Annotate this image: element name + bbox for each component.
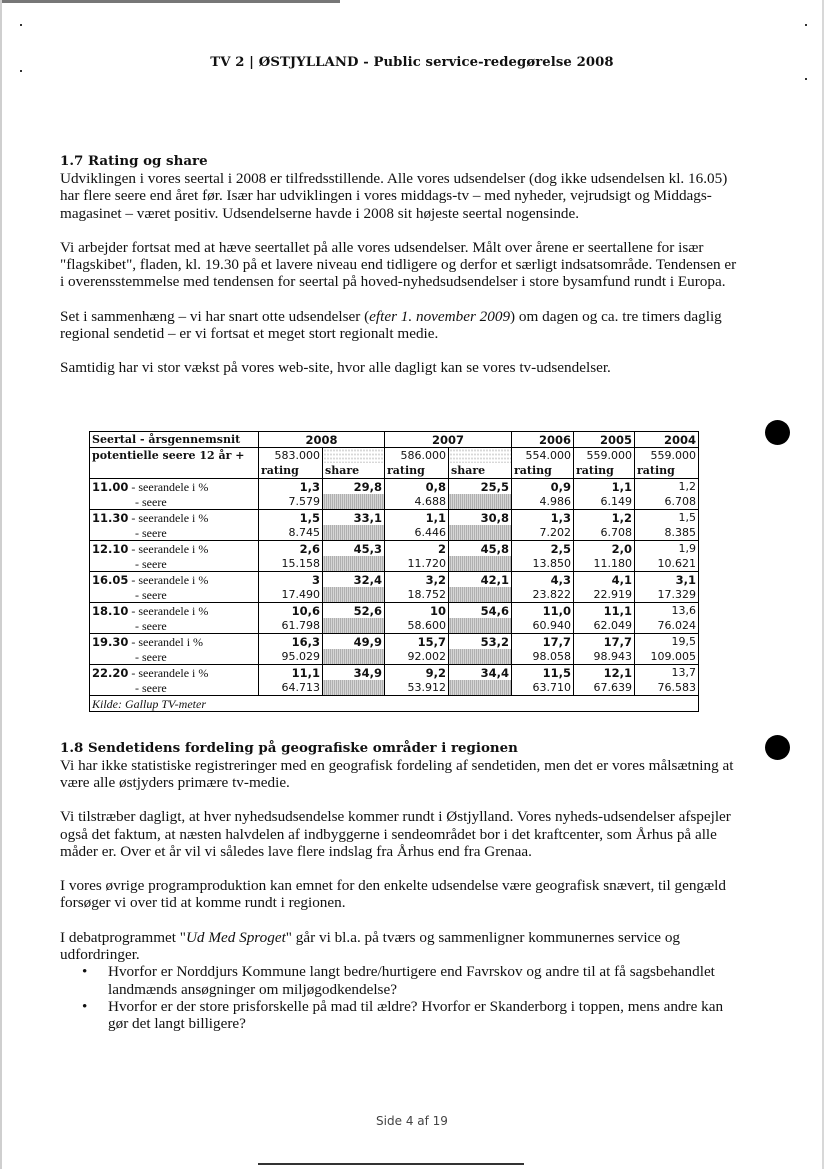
rating-2006: 4,3 [512, 572, 574, 588]
seere-2006: 98.058 [512, 649, 574, 665]
paragraph: I vores øvrige programproduktion kan emnet for den enkelte udsendelse være geografisk snævert, til gengæld forsøger vi over tid at komme rundt i regionen. [60, 877, 726, 912]
shaded-cell [449, 649, 512, 665]
seere-2005: 62.049 [574, 618, 635, 634]
seere-2004: 10.621 [635, 556, 699, 572]
share-2008: 32,4 [323, 572, 385, 588]
pct-label: - seerandele i % [131, 665, 209, 680]
shaded-cell [449, 494, 512, 510]
share-2008: 34,9 [323, 665, 385, 681]
source-row [90, 696, 699, 712]
rating-2008: 11,1 [259, 665, 323, 681]
time-slot: 12.10 [92, 541, 129, 556]
table-row-pct [90, 603, 699, 619]
seere-2004: 76.583 [635, 680, 699, 696]
table-row-pct [90, 665, 699, 681]
seere-label: - seere [90, 587, 259, 603]
seere-2005: 98.943 [574, 649, 635, 665]
seere-2007: 92.002 [385, 649, 449, 665]
text: I debatprogrammet " [60, 928, 186, 946]
seere-2004: 17.329 [635, 587, 699, 603]
seere-label: - seere [90, 525, 259, 541]
seere-2005: 67.639 [574, 680, 635, 696]
seere-2007: 18.752 [385, 587, 449, 603]
seere-2004: 76.024 [635, 618, 699, 634]
rating-2004: 13,6 [635, 603, 699, 619]
scan-speck [805, 78, 807, 80]
paragraph: Udviklingen i vores seertal i 2008 er tilfredsstillende. Alle vores udsendelser (dog ikke udsendelsen kl. 16.05) har flere seere end året før. Især har udviklingen i vores middags-tv – med nyheder, vejrudsigt og Middags-magasinet – været positiv. Udsendelserne havde i 2008 sit højeste seertal nogensinde. [60, 170, 728, 222]
rating-2006: 17,7 [512, 634, 574, 650]
shaded-cell [323, 525, 385, 541]
potential-value: 559.000 [574, 448, 635, 464]
pct-label: - seerandele i % [131, 603, 209, 618]
share-2008: 52,6 [323, 603, 385, 619]
rating-2004: 19,5 [635, 634, 699, 650]
year-header: 2006 [512, 432, 574, 448]
rating-2007: 15,7 [385, 634, 449, 650]
seere-2007: 58.600 [385, 618, 449, 634]
shaded-cell [323, 680, 385, 696]
rating-label: rating [259, 463, 323, 479]
table-row-seere [90, 680, 699, 696]
scan-speck [805, 24, 807, 26]
table-row-pct [90, 510, 699, 526]
share-label: share [323, 463, 385, 479]
list-item: • Hvorfor er der store prisforskelle på mad til ældre? Hvorfor er Skanderborg i toppen, mens andre kan gør det langt billigere? [108, 998, 740, 1033]
rating-2007: 3,2 [385, 572, 449, 588]
pct-label: - seerandele i % [131, 479, 209, 494]
seere-2008: 8.745 [259, 525, 323, 541]
potential-value: 583.000 [259, 448, 323, 464]
share-2007: 34,4 [449, 665, 512, 681]
table-row-pct [90, 634, 699, 650]
rating-2007: 0,8 [385, 479, 449, 495]
rating-label: rating [574, 463, 635, 479]
list-item: • Hvorfor er Norddjurs Kommune langt bedre/hurtigere end Favrskov og andre til at få sagsbehandlet landmænds ansøgninger om miljøgodkendelse? [108, 963, 740, 998]
rating-2004: 1,5 [635, 510, 699, 526]
time-slot: 19.30 [92, 634, 129, 649]
source-note: Kilde: Gallup TV-meter [90, 696, 699, 712]
time-slot: 16.05 [92, 572, 129, 587]
seere-2007: 6.446 [385, 525, 449, 541]
seere-2007: 4.688 [385, 494, 449, 510]
shaded-cell [323, 587, 385, 603]
rating-2005: 11,1 [574, 603, 635, 619]
seere-2006: 63.710 [512, 680, 574, 696]
seere-2008: 7.579 [259, 494, 323, 510]
share-2007: 45,8 [449, 541, 512, 557]
row-label [90, 510, 259, 526]
table-row-seere [90, 618, 699, 634]
rating-2006: 11,5 [512, 665, 574, 681]
table-row-pct [90, 541, 699, 557]
rating-2005: 4,1 [574, 572, 635, 588]
shaded-cell [449, 587, 512, 603]
paragraph: Samtidig har vi stor vækst på vores web-site, hvor alle dagligt kan se vores tv-udsendelser. [60, 359, 611, 377]
shaded-cell [323, 494, 385, 510]
seere-2007: 11.720 [385, 556, 449, 572]
rating-2008: 1,5 [259, 510, 323, 526]
share-2007: 42,1 [449, 572, 512, 588]
seere-2005: 6.708 [574, 525, 635, 541]
shaded-cell [449, 525, 512, 541]
rating-2004: 3,1 [635, 572, 699, 588]
share-2008: 33,1 [323, 510, 385, 526]
pct-label: - seerandel i % [131, 634, 204, 649]
shaded-cell [323, 618, 385, 634]
seere-2008: 95.029 [259, 649, 323, 665]
seere-label: - seere [90, 649, 259, 665]
share-2008: 49,9 [323, 634, 385, 650]
share-2007: 53,2 [449, 634, 512, 650]
page-number: Side 4 af 19 [376, 1114, 448, 1128]
punch-hole [765, 735, 790, 760]
bullet-list [60, 963, 740, 1032]
seere-2005: 11.180 [574, 556, 635, 572]
pct-label: - seerandele i % [131, 572, 209, 587]
table-title: Seertal - årsgennemsnit [90, 432, 259, 448]
seere-2004: 8.385 [635, 525, 699, 541]
seere-2006: 13.850 [512, 556, 574, 572]
rating-2008: 1,3 [259, 479, 323, 495]
rating-2006: 1,3 [512, 510, 574, 526]
shaded-cell [449, 556, 512, 572]
paragraph-debate [60, 929, 740, 964]
rating-2008: 10,6 [259, 603, 323, 619]
potential-value: 559.000 [635, 448, 699, 464]
scan-speck [20, 24, 22, 26]
row-label [90, 634, 259, 650]
rating-2008: 16,3 [259, 634, 323, 650]
rating-2005: 1,1 [574, 479, 635, 495]
page-header: TV 2 | ØSTJYLLAND - Public service-redegørelse 2008 [210, 55, 614, 70]
rating-2004: 1,9 [635, 541, 699, 557]
rating-2008: 3 [259, 572, 323, 588]
year-header: 2007 [385, 432, 512, 448]
potential-label: potentielle seere 12 år + [90, 448, 259, 464]
seere-label: - seere [90, 494, 259, 510]
pct-label: - seerandele i % [131, 541, 209, 556]
table-row-seere [90, 494, 699, 510]
rating-2007: 10 [385, 603, 449, 619]
rating-2006: 0,9 [512, 479, 574, 495]
italic-program-name: Ud Med Sproget [185, 928, 286, 946]
scan-edge-left [0, 0, 2, 1169]
subheader-row [90, 463, 699, 479]
text: Set i sammenhæng – vi har snart otte udsendelser ( [60, 307, 370, 325]
rating-2005: 2,0 [574, 541, 635, 557]
table-header-row [90, 432, 699, 448]
paragraph: Vi tilstræber dagligt, at hver nyhedsudsendelse kommer rundt i Østjylland. Vores nyheds-udsendelser afspejler også det faktum, at næsten halvdelen af indbyggerne i sendeområdet bor i det kraftcenter, som Århus på alle måder er. Over et år vil vi således lave flere indslag fra Århus end fra Grenaa. [60, 808, 731, 860]
share-2008: 29,8 [323, 479, 385, 495]
rating-2006: 11,0 [512, 603, 574, 619]
seere-label: - seere [90, 618, 259, 634]
scan-speck [20, 70, 22, 72]
share-label: share [449, 463, 512, 479]
rating-label: rating [385, 463, 449, 479]
share-2007: 25,5 [449, 479, 512, 495]
rating-2006: 2,5 [512, 541, 574, 557]
rating-2005: 1,2 [574, 510, 635, 526]
scan-edge-bottom [258, 1163, 524, 1165]
rating-2007: 1,1 [385, 510, 449, 526]
empty-cell [90, 463, 259, 479]
seere-2006: 23.822 [512, 587, 574, 603]
seere-2008: 64.713 [259, 680, 323, 696]
table-row-pct [90, 479, 699, 495]
paragraph: Vi har ikke statistiske registreringer med en geografisk fordeling af sendetiden, men det er vores målsætning at være alle østjyders primære tv-medie. [60, 756, 734, 791]
seere-label: - seere [90, 556, 259, 572]
year-header: 2005 [574, 432, 635, 448]
seere-2008: 61.798 [259, 618, 323, 634]
year-header: 2004 [635, 432, 699, 448]
rating-2008: 2,6 [259, 541, 323, 557]
table-row-seere [90, 525, 699, 541]
ratings-table [89, 431, 699, 712]
rating-label: rating [635, 463, 699, 479]
text: " går vi bl.a. på tværs og sammenligner kommunernes service og udfordringer. [60, 928, 681, 964]
shaded-cell [449, 680, 512, 696]
potential-row [90, 448, 699, 464]
seere-2004: 6.708 [635, 494, 699, 510]
table-row-seere [90, 556, 699, 572]
seere-label: - seere [90, 680, 259, 696]
rating-2007: 9,2 [385, 665, 449, 681]
share-2008: 45,3 [323, 541, 385, 557]
table-row-pct [90, 572, 699, 588]
seere-2006: 7.202 [512, 525, 574, 541]
row-label [90, 541, 259, 557]
rating-label: rating [512, 463, 574, 479]
section-heading-1-7: 1.7 Rating og share [60, 153, 208, 169]
rating-2005: 12,1 [574, 665, 635, 681]
noise-cell [323, 448, 385, 464]
time-slot: 18.10 [92, 603, 129, 618]
scan-edge-top [0, 0, 340, 3]
table-row-seere [90, 649, 699, 665]
seere-2006: 60.940 [512, 618, 574, 634]
paragraph-context [60, 308, 740, 343]
time-slot: 22.20 [92, 665, 129, 680]
paragraph: Vi arbejder fortsat med at hæve seertallet på alle vores udsendelser. Målt over årene er seertallene for især "flagskibet", fladen, kl. 19.30 på et lavere niveau end tidligere og derfor et særligt indsatsområde. Tendensen er i overensstemmelse med tendensen for seertal på hoved-nyhedsudsendelser i store bysamfund rundt i Europa. [60, 238, 737, 291]
time-slot: 11.30 [92, 510, 129, 525]
noise-cell [449, 448, 512, 464]
share-2007: 30,8 [449, 510, 512, 526]
rating-2005: 17,7 [574, 634, 635, 650]
shaded-cell [323, 556, 385, 572]
text: ) om dagen og ca. tre timers daglig regional sendetid – er vi fortsat et meget stort regionalt medie. [60, 307, 722, 343]
pct-label: - seerandele i % [131, 510, 209, 525]
share-2007: 54,6 [449, 603, 512, 619]
seere-2006: 4.986 [512, 494, 574, 510]
row-label [90, 603, 259, 619]
seere-2008: 15.158 [259, 556, 323, 572]
shaded-cell [323, 649, 385, 665]
potential-value: 586.000 [385, 448, 449, 464]
seere-2004: 109.005 [635, 649, 699, 665]
seere-2005: 22.919 [574, 587, 635, 603]
rating-2007: 2 [385, 541, 449, 557]
rating-2004: 13,7 [635, 665, 699, 681]
shaded-cell [449, 618, 512, 634]
italic-date: efter 1. november 2009 [369, 307, 511, 325]
seere-2007: 53.912 [385, 680, 449, 696]
rating-2004: 1,2 [635, 479, 699, 495]
table-row-seere [90, 587, 699, 603]
row-label [90, 572, 259, 588]
row-label [90, 479, 259, 495]
seere-2005: 6.149 [574, 494, 635, 510]
row-label [90, 665, 259, 681]
time-slot: 11.00 [92, 479, 129, 494]
potential-value: 554.000 [512, 448, 574, 464]
punch-hole [765, 420, 790, 445]
section-heading-1-8: 1.8 Sendetidens fordeling på geografiske områder i regionen [60, 739, 518, 756]
year-header: 2008 [259, 432, 385, 448]
seere-2008: 17.490 [259, 587, 323, 603]
